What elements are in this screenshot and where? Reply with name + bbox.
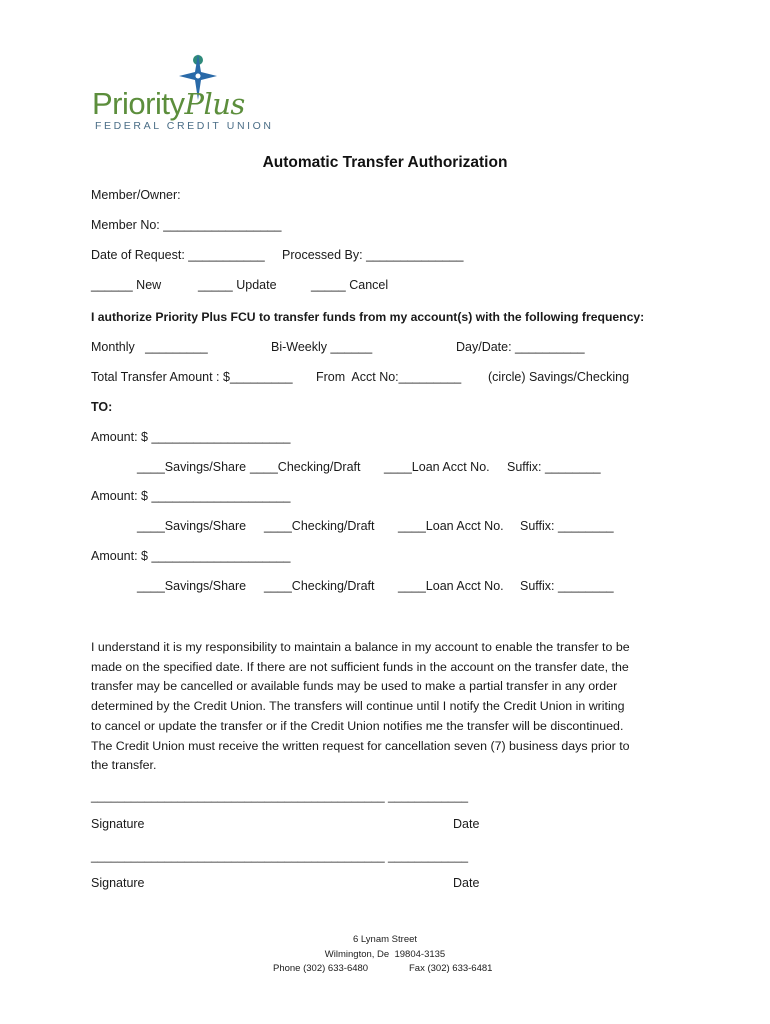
suffix-field: Suffix: ________ [507,460,601,474]
signature-label: Signature [91,817,145,831]
paragraph-line: the transfer. [91,758,157,773]
member-no-field: Member No: _________________ [91,218,282,232]
paragraph-line: made on the specified date. If there are not sufficient funds in the account on the transfer date, the [91,659,629,674]
biweekly-field: Bi-Weekly ______ [271,340,373,354]
logo [92,52,274,134]
circle-savings-checking: (circle) Savings/Checking [488,370,630,384]
member-owner-label: Member/Owner: [91,188,181,202]
paragraph-line: transfer may be cancelled or available funds may be used to make a partial transfer in any order [91,679,618,694]
savings-share-option: ____Savings/Share [137,519,247,533]
suffix-field: Suffix: ________ [520,579,614,593]
new-option: ______ New [91,278,162,292]
suffix-field: Suffix: ________ [520,519,614,533]
signature-line: ____________________________________________ ____________ [91,789,469,803]
authorize-statement: I authorize Priority Plus FCU to transfer funds from my account(s) with the following frequency: [91,310,645,324]
signature-line: ____________________________________________ ____________ [91,849,469,863]
checking-draft-option: ____Checking/Draft [250,460,361,474]
amount-field: Amount: $ ____________________ [91,549,291,563]
paragraph-line: I understand it is my responsibility to maintain a balance in my account to enable the transfer to be [91,640,630,654]
to-label: TO: [91,400,113,414]
date-label: Date [453,876,480,890]
footer-street: 6 Lynam Street [352,934,418,945]
daydate-field: Day/Date: __________ [456,340,585,354]
amount-field: Amount: $ ____________________ [91,489,291,503]
from-acct-field: From Acct No:_________ [316,370,462,384]
logo-wordmark [92,86,245,122]
cancel-option: _____ Cancel [311,278,389,292]
footer-fax: Fax (302) 633-6481 [409,963,493,974]
loan-acct-option: ____Loan Acct No. [398,579,504,593]
document-title: Automatic Transfer Authorization [262,154,508,171]
update-option: _____ Update [198,278,277,292]
monthly-field: Monthly _________ [91,340,208,354]
logo-brand-script: Plus [184,87,245,121]
logo-subtitle: FEDERAL CREDIT UNION [95,120,274,132]
checking-draft-option: ____Checking/Draft [264,519,375,533]
footer-city: Wilmington, De 19804-3135 [324,949,446,960]
total-transfer-amount-field: Total Transfer Amount : $_________ [91,370,293,384]
signature-label: Signature [91,876,145,890]
paragraph-line: determined by the Credit Union. The transfers will continue until I notify the Credit Union in writing [91,699,625,714]
amount-field: Amount: $ ____________________ [91,430,291,444]
date-of-request-field: Date of Request: ___________ [91,248,265,262]
footer-phone: Phone (302) 633-6480 [273,963,369,974]
date-label: Date [453,817,480,831]
savings-share-option: ____Savings/Share [137,460,247,474]
processed-by-field: Processed By: ______________ [282,248,464,262]
logo-brand-word: Priority [92,86,185,121]
checking-draft-option: ____Checking/Draft [264,579,375,593]
paragraph-line: to cancel or update the transfer or if the Credit Union notifies me the transfer will be discontinued. [91,718,624,733]
loan-acct-option: ____Loan Acct No. [398,519,504,533]
paragraph-line: The Credit Union must receive the written request for cancellation seven (7) business days prior to [91,738,630,753]
loan-acct-option: ____Loan Acct No. [384,460,490,474]
savings-share-option: ____Savings/Share [137,579,247,593]
responsibility-paragraph [91,638,691,776]
